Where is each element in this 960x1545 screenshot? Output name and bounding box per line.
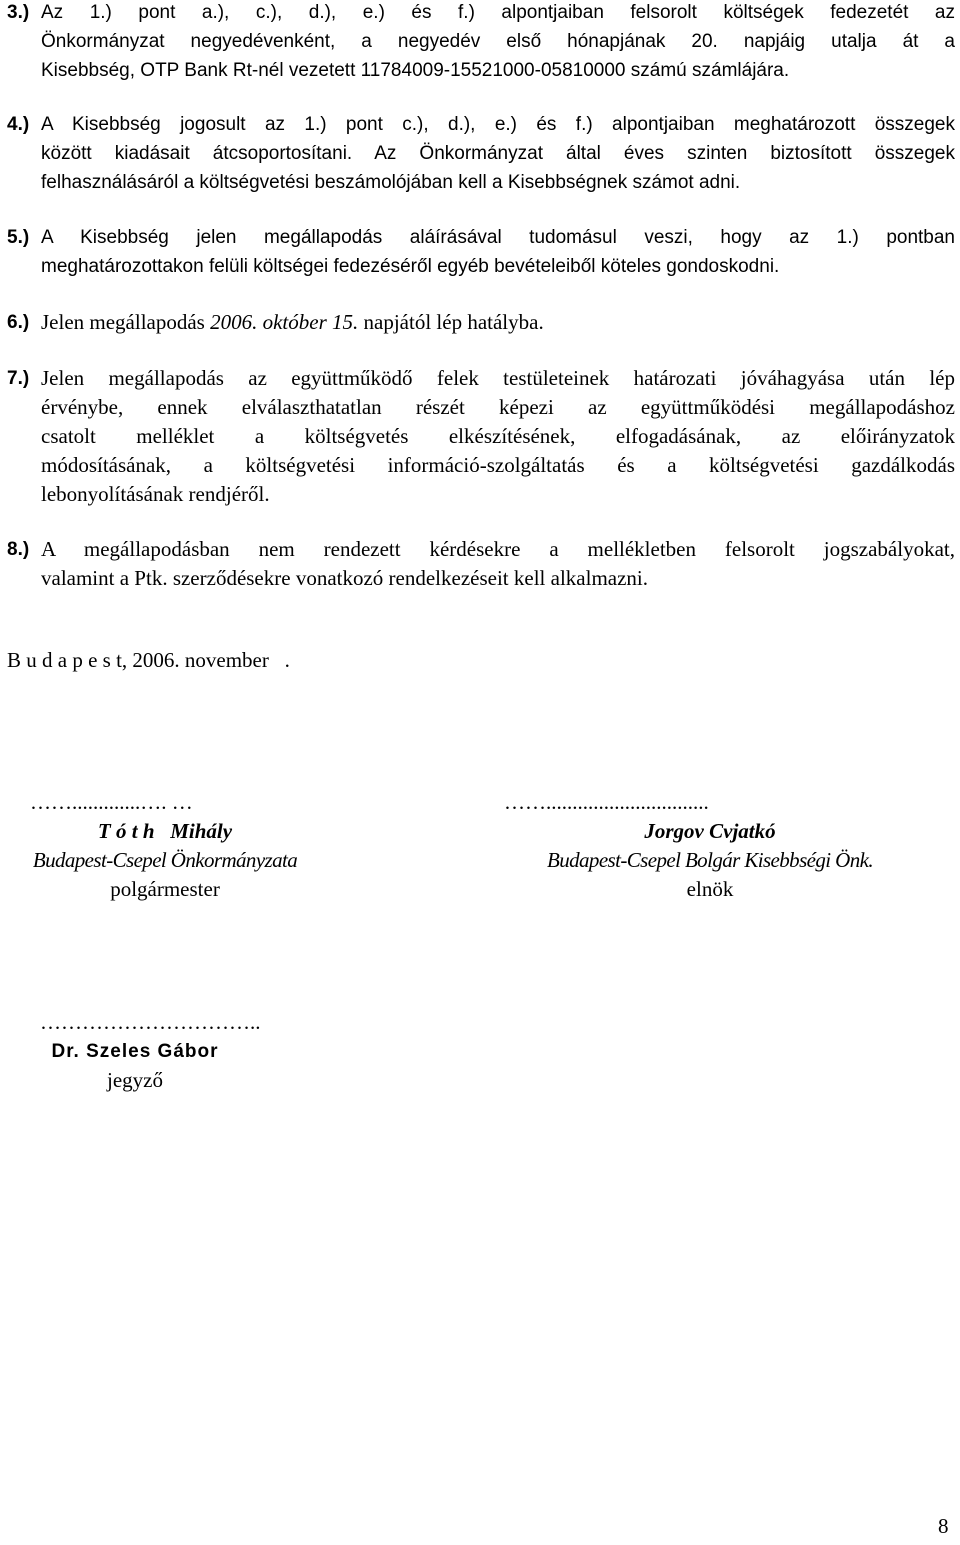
paragraph-line: módosításának, a költségvetési információ-szolgáltatás és a költségvetési gazdálkodás: [41, 453, 955, 477]
paragraph-line: Az 1.) pont a.), c.), d.), e.) és f.) alpontjaiban felsorolt költségek fedezetét az: [41, 2, 955, 23]
paragraph-3: [7, 0, 955, 85]
signatory-role: jegyző: [107, 1068, 163, 1092]
signature-notary: [40, 1008, 261, 1095]
paragraph-line: felhasználásáról a költségvetési beszámolójában kell a Kisebbségnek számot adni.: [41, 172, 741, 193]
paragraph-line: A Kisebbség jelen megállapodás aláírásával tudomásul veszi, hogy az 1.) pontban: [41, 227, 955, 248]
paragraph-text: Jelen megállapodás: [41, 310, 211, 334]
signatory-organization: Budapest-Csepel Bolgár Kisebbségi Önk.: [547, 848, 873, 872]
signatory-role: polgármester: [110, 877, 220, 901]
signatory-organization: Budapest-Csepel Önkormányzata: [32, 848, 298, 872]
signatory-role: elnök: [686, 877, 734, 901]
signature-right: [500, 788, 920, 904]
paragraph-line: Önkormányzat negyedévenként, a negyedév első hónapjának 20. napjáig utalja át a: [41, 31, 955, 52]
signatory-name: Jorgov Cvjatkó: [644, 819, 776, 843]
signature-dots: ……...............................: [504, 790, 709, 814]
paragraph-number: 8.): [7, 539, 30, 560]
signatory-name: T ó t h Mihály: [97, 819, 233, 843]
signature-dots: …….............…. …: [30, 790, 193, 814]
paragraph-line: [7, 308, 955, 337]
paragraph-line: valamint a Ptk. szerződésekre vonatkozó rendelkezéseit kell alkalmazni.: [41, 566, 649, 590]
paragraph-number: 6.): [7, 312, 30, 333]
paragraph-line: Kisebbség, OTP Bank Rt-nél vezetett 11784009-15521000-05810000 számú számlájára.: [41, 60, 790, 81]
paragraph-number: 4.): [7, 114, 30, 135]
paragraph-line: között kiadásait átcsoportosítani. Az Önkormányzat által éves szinten biztosított összegek: [41, 143, 955, 164]
effective-date: 2006. október 15.: [210, 310, 359, 334]
paragraph-line: A Kisebbség jogosult az 1.) pont c.), d.), e.) és f.) alpontjaiban meghatározott összegek: [41, 114, 955, 135]
place-date: B u d a p e s t, 2006. november .: [7, 648, 290, 672]
signatory-name: Dr. Szeles Gábor: [51, 1041, 219, 1062]
paragraph-line: meghatározottakon felüli költségei fedezéséről egyéb bevételeiből köteles gondoskodni.: [41, 256, 780, 277]
paragraph-line: érvénybe, ennek elválaszthatatlan részét képezi az együttműködési megállapodáshoz: [41, 395, 955, 419]
signature-dots: …………………………..: [40, 1010, 261, 1034]
paragraph-line: lebonyolításának rendjéről.: [41, 482, 270, 506]
paragraph-6: [7, 308, 955, 337]
paragraph-number: 5.): [7, 227, 30, 248]
paragraph-7: [7, 364, 955, 509]
page-number: 8: [938, 1514, 949, 1538]
paragraph-4: [7, 110, 955, 197]
paragraph-number: 7.): [7, 368, 30, 389]
paragraph-line: Jelen megállapodás az együttműködő felek testületeinek határozati jóváhagyása után lép: [41, 366, 955, 390]
signature-left: [0, 788, 330, 904]
paragraph-5: [7, 223, 955, 281]
paragraph-number: 3.): [7, 2, 30, 23]
paragraph-line: A megállapodásban nem rendezett kérdésekre a mellékletben felsorolt jogszabályokat,: [41, 537, 955, 561]
paragraph-8: [7, 535, 955, 593]
paragraph-text: napjától lép hatályba.: [358, 310, 544, 334]
paragraph-line: csatolt melléklet a költségvetés elkészítésének, elfogadásának, az előirányzatok: [41, 424, 955, 448]
